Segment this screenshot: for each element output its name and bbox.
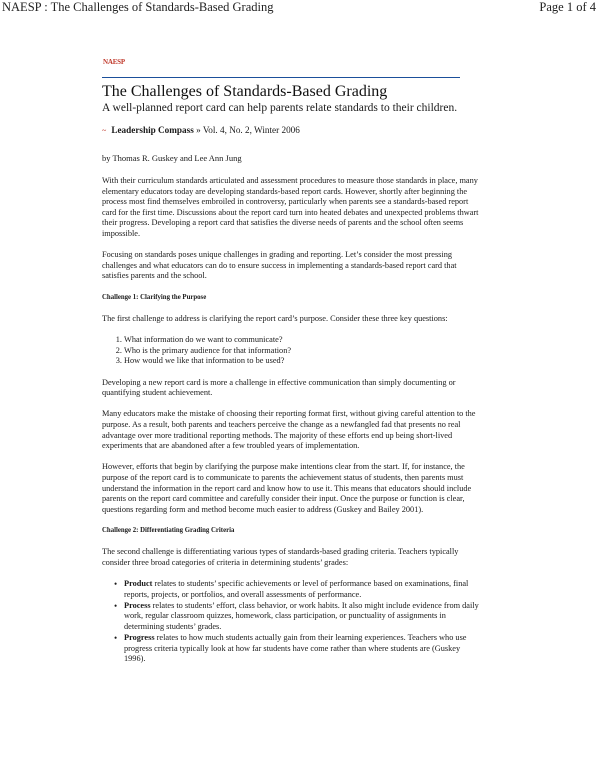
publication-name[interactable]: Leadership Compass [111, 125, 194, 135]
list-item: 2. Who is the primary audience for that information? [124, 346, 480, 357]
article [102, 83, 480, 665]
list-item [114, 600, 480, 633]
separator: » [193, 125, 203, 135]
criteria-term: Progress [124, 633, 155, 643]
publication-line [102, 124, 480, 137]
section-heading-challenge-2: Challenge 2: Differentiating Grading Criteria [102, 526, 235, 534]
body-paragraph: However, efforts that begin by clarifying the purpose make intentions clear from the start. If, for instance, the purpose of the report card is to communicate to parents the achievement status of students, then parents must understand the information in the report card and know how to use it. This means that educators should include parents on the report card committee and carefully consider their input. Once the purpose or function is clear, questions regarding form and method become much easier to address (Guskey and Bailey 2001). [102, 462, 472, 514]
list-item: 3. How would we like that information to be used? [124, 356, 480, 367]
section-heading-challenge-1: Challenge 1: Clarifying the Purpose [102, 293, 207, 301]
intro-paragraph: Focusing on standards poses unique challenges in grading and reporting. Let’s consider the most pressing challenges and what educators can do to ensure success in implementing a standards-based report card that satisfies parents and the school. [102, 250, 457, 281]
byline: by Thomas R. Guskey and Lee Ann Jung [102, 153, 242, 163]
bullet-icon: • [114, 579, 118, 590]
challenge-1-lead: The first challenge to address is clarifying the report card’s purpose. Consider these three key questions: [102, 314, 448, 324]
challenge-2-lead: The second challenge is differentiating various types of standards-based grading criteria. Teachers typically consider three broad categories of criteria in determining students’ grades: [102, 547, 459, 567]
naesp-logo: NAESP [103, 58, 125, 66]
key-questions-list [102, 335, 480, 367]
list-item [114, 633, 480, 665]
tilde-arrow-icon: ~ [102, 126, 107, 135]
body-paragraph: Many educators make the mistake of choosing their reporting format first, without giving careful attention to the purpose. As a result, both parents and teachers perceive the change as a newfangled fad that presents no real advantage over more traditional reporting methods. The majority of these efforts end up being short-lived experiments that are abandoned after a few troubled years of implementation. [102, 409, 476, 451]
criteria-list [102, 579, 480, 665]
bullet-icon: • [114, 633, 118, 644]
intro-paragraph: With their curriculum standards articulated and assessment procedures to measure those standards in place, many elementary educators today are developing standards-based report cards. However, shortly after beginning the process most find themselves embroiled in controversy, particularly when parents see a standards-based report card for the first time. Discussions about the report card turn into heated debates and unexpected problems thwart their progress. Developing a report card that satisfies the diverse needs of parents and the school often seems impossible. [102, 176, 479, 238]
page-number: Page 1 of 4 [539, 0, 596, 14]
list-item [114, 579, 480, 600]
article-subtitle: A well-planned report card can help parents relate standards to their children. [102, 102, 458, 114]
divider [102, 77, 460, 78]
bullet-icon: • [114, 600, 118, 611]
criteria-term: Product [124, 579, 153, 589]
list-item: 1. What information do we want to communicate? [124, 335, 480, 346]
body-paragraph: Developing a new report card is more a challenge in effective communication than simply documenting or quantifying student achievement. [102, 377, 456, 398]
article-title: The Challenges of Standards-Based Grading [102, 83, 388, 100]
page-header-title: NAESP : The Challenges of Standards-Based Grading [2, 0, 274, 14]
publication-issue: Vol. 4, No. 2, Winter 2006 [202, 125, 300, 135]
criteria-term: Process [124, 600, 151, 610]
criteria-text: relates to how much students actually gain from their learning experiences. Teachers who use progress criteria typically look at how far students have come rather than where students are (Guskey 1996). [124, 633, 467, 664]
criteria-text: relates to students’ specific achievements or level of performance based on examinations, final reports, projects, or portfolios, and overall assessments of performance. [124, 579, 469, 599]
criteria-text: relates to students’ effort, class behavior, or work habits. It also might include evidence from daily work, regular classroom quizzes, homework, class participation, or punctuality of assignments in determining students’ grades. [124, 600, 479, 632]
